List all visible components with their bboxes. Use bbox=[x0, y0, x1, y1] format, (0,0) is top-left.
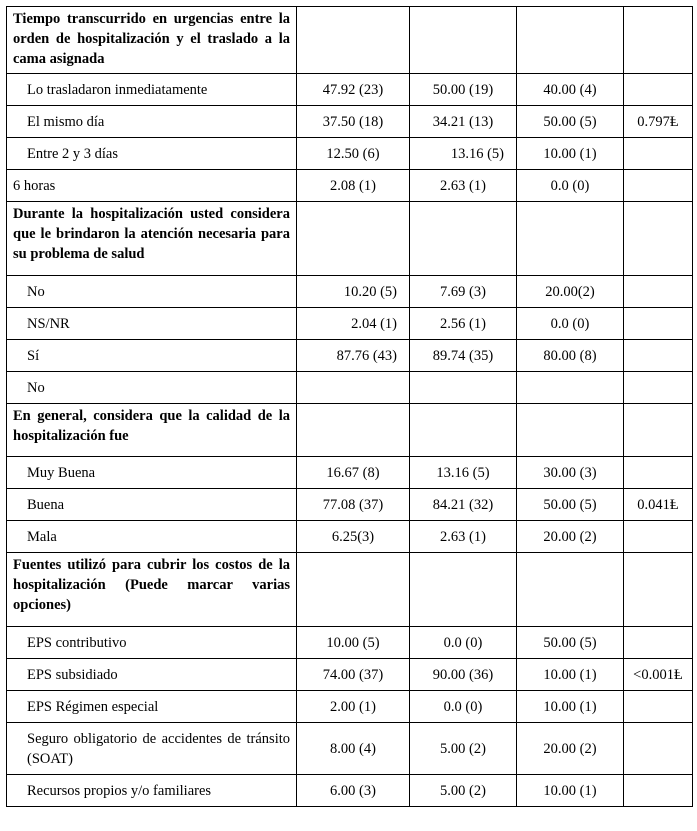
cell-value: 20.00 (2) bbox=[517, 723, 624, 775]
table-row bbox=[7, 372, 693, 404]
p-value bbox=[624, 340, 693, 372]
p-value: 0.041Ⱡ bbox=[624, 489, 693, 521]
cell-value: 40.00 (4) bbox=[517, 74, 624, 106]
section-title: En general, considera que la calidad de la hospitalización fue bbox=[7, 404, 297, 457]
p-value bbox=[624, 775, 693, 807]
cell-value: 10.00 (1) bbox=[517, 691, 624, 723]
cell-value: 2.56 (1) bbox=[410, 308, 517, 340]
cell-value: 16.67 (8) bbox=[297, 457, 410, 489]
cell-value: 0.0 (0) bbox=[410, 627, 517, 659]
p-value: 0.797Ⱡ bbox=[624, 106, 693, 138]
row-label: Entre 2 y 3 días bbox=[7, 138, 297, 170]
cell-value: 2.63 (1) bbox=[410, 521, 517, 553]
cell-value: 34.21 (13) bbox=[410, 106, 517, 138]
table-row bbox=[7, 340, 693, 372]
cell-value: 2.63 (1) bbox=[410, 170, 517, 202]
cell-value: 5.00 (2) bbox=[410, 723, 517, 775]
cell-value bbox=[297, 372, 410, 404]
row-label: No bbox=[7, 276, 297, 308]
table-row bbox=[7, 74, 693, 106]
p-value bbox=[624, 457, 693, 489]
cell-value: 0.0 (0) bbox=[517, 308, 624, 340]
p-value bbox=[624, 521, 693, 553]
section-header-row bbox=[7, 553, 693, 627]
section-title: Durante la hospitalización usted considera que le brindaron la atención necesaria para su problema de salud bbox=[7, 202, 297, 276]
cell-value: 10.00 (1) bbox=[517, 775, 624, 807]
p-value: <0.001Ⱡ bbox=[624, 659, 693, 691]
cell-value: 50.00 (5) bbox=[517, 489, 624, 521]
row-label: EPS Régimen especial bbox=[7, 691, 297, 723]
cell-value: 0.0 (0) bbox=[410, 691, 517, 723]
row-label: El mismo día bbox=[7, 106, 297, 138]
cell-value: 90.00 (36) bbox=[410, 659, 517, 691]
row-label: Buena bbox=[7, 489, 297, 521]
table-row bbox=[7, 691, 693, 723]
table-row bbox=[7, 106, 693, 138]
p-value bbox=[624, 308, 693, 340]
cell-value: 50.00 (19) bbox=[410, 74, 517, 106]
cell-value: 0.0 (0) bbox=[517, 170, 624, 202]
row-label: Sí bbox=[7, 340, 297, 372]
p-value bbox=[624, 723, 693, 775]
cell-value: 74.00 (37) bbox=[297, 659, 410, 691]
row-label: Seguro obligatorio de accidentes de tránsito (SOAT) bbox=[7, 723, 297, 775]
row-label: EPS subsidiado bbox=[7, 659, 297, 691]
cell-value: 10.00 (5) bbox=[297, 627, 410, 659]
cell-value: 47.92 (23) bbox=[297, 74, 410, 106]
table-row bbox=[7, 521, 693, 553]
cell-value: 13.16 (5) bbox=[410, 138, 517, 170]
table-row bbox=[7, 723, 693, 775]
p-value bbox=[624, 276, 693, 308]
cell-value: 5.00 (2) bbox=[410, 775, 517, 807]
section-header-row bbox=[7, 202, 693, 276]
cell-value: 80.00 (8) bbox=[517, 340, 624, 372]
table-row bbox=[7, 775, 693, 807]
cell-value: 2.04 (1) bbox=[297, 308, 410, 340]
cell-value: 2.00 (1) bbox=[297, 691, 410, 723]
section-header-row bbox=[7, 404, 693, 457]
row-label: Muy Buena bbox=[7, 457, 297, 489]
cell-value: 10.00 (1) bbox=[517, 659, 624, 691]
p-value bbox=[624, 170, 693, 202]
p-value bbox=[624, 372, 693, 404]
cell-value: 87.76 (43) bbox=[297, 340, 410, 372]
cell-value: 20.00(2) bbox=[517, 276, 624, 308]
table-row bbox=[7, 276, 693, 308]
cell-value: 77.08 (37) bbox=[297, 489, 410, 521]
section-title: Fuentes utilizó para cubrir los costos de la hospitalización (Puede marcar varias opciones) bbox=[7, 553, 297, 627]
cell-value bbox=[517, 372, 624, 404]
cell-value: 6.00 (3) bbox=[297, 775, 410, 807]
row-label: Lo trasladaron inmediatamente bbox=[7, 74, 297, 106]
row-label: NS/NR bbox=[7, 308, 297, 340]
p-value bbox=[624, 74, 693, 106]
cell-value: 20.00 (2) bbox=[517, 521, 624, 553]
cell-value: 30.00 (3) bbox=[517, 457, 624, 489]
row-label: Mala bbox=[7, 521, 297, 553]
cell-value: 12.50 (6) bbox=[297, 138, 410, 170]
cell-value: 37.50 (18) bbox=[297, 106, 410, 138]
p-value bbox=[624, 138, 693, 170]
table-row bbox=[7, 659, 693, 691]
section-title: Tiempo transcurrido en urgencias entre la orden de hospitalización y el traslado a la cama asignada bbox=[7, 7, 297, 74]
cell-value: 10.20 (5) bbox=[297, 276, 410, 308]
cell-value: 6.25(3) bbox=[297, 521, 410, 553]
table-row bbox=[7, 627, 693, 659]
cell-value: 13.16 (5) bbox=[410, 457, 517, 489]
table-row bbox=[7, 308, 693, 340]
row-label: 6 horas bbox=[7, 170, 297, 202]
cell-value bbox=[410, 372, 517, 404]
row-label: Recursos propios y/o familiares bbox=[7, 775, 297, 807]
table-row bbox=[7, 138, 693, 170]
cell-value: 10.00 (1) bbox=[517, 138, 624, 170]
table-row bbox=[7, 489, 693, 521]
cell-value: 89.74 (35) bbox=[410, 340, 517, 372]
p-value bbox=[624, 627, 693, 659]
cell-value: 7.69 (3) bbox=[410, 276, 517, 308]
table-row bbox=[7, 170, 693, 202]
p-value bbox=[624, 691, 693, 723]
cell-value: 50.00 (5) bbox=[517, 106, 624, 138]
cell-value: 8.00 (4) bbox=[297, 723, 410, 775]
row-label: No bbox=[7, 372, 297, 404]
cell-value: 84.21 (32) bbox=[410, 489, 517, 521]
table-row bbox=[7, 457, 693, 489]
data-table bbox=[6, 6, 693, 807]
cell-value: 2.08 (1) bbox=[297, 170, 410, 202]
cell-value: 50.00 (5) bbox=[517, 627, 624, 659]
row-label: EPS contributivo bbox=[7, 627, 297, 659]
section-header-row bbox=[7, 7, 693, 74]
